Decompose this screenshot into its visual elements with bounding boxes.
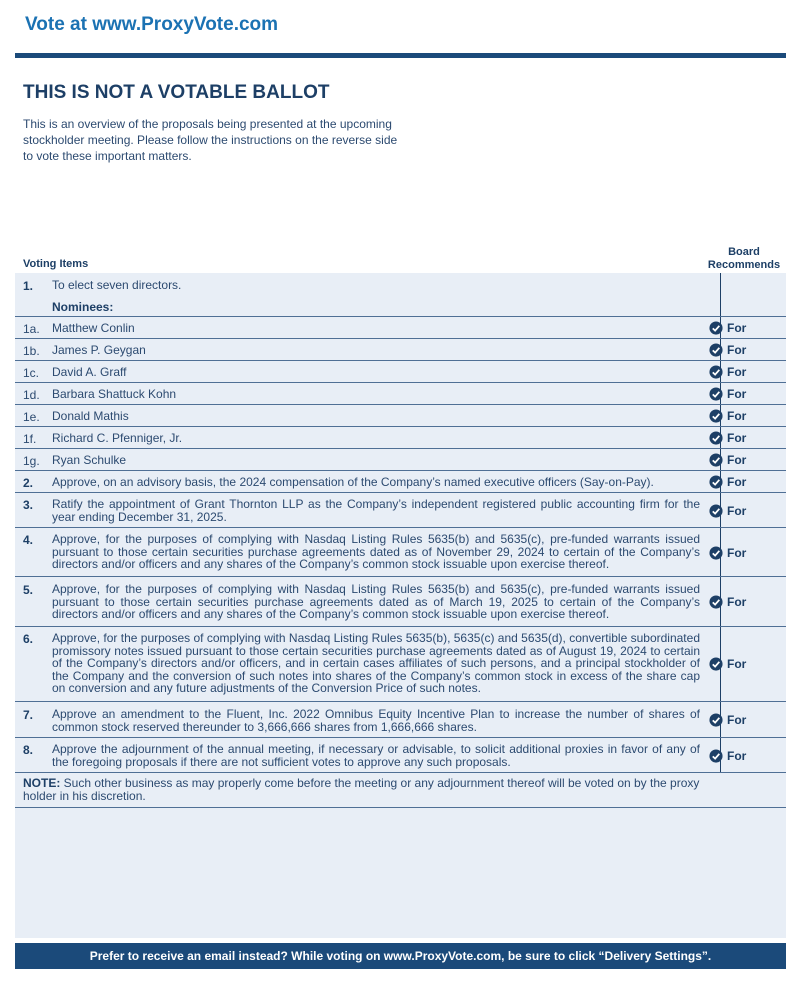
recommendation-for: For — [709, 657, 785, 671]
voting-table — [15, 273, 786, 938]
table-row: 6. Approve, for the purposes of complying with Nasdaq Listing Rules 5635(b), 5635(c) and 5635(d), convertible subordinated promissory notes issued pursuant to those certain securities purchase agreements dated as of August 19, 2024 to certain of the Company’s directors and/or officers, and in certain cases affiliates of such persons, and a principal stockholder of the Company and the conversion of such notes into shares of the Company’s common stock in excess of the share cap on conversion and any future adjustments of the Conversion Price of such notes. For — [15, 627, 786, 702]
recommendation-for: For — [709, 713, 785, 727]
table-row: 1d. Barbara Shattuck Kohn For — [15, 383, 786, 405]
header-title: Vote at www.ProxyVote.com — [25, 14, 279, 35]
recommendation-for: For — [709, 504, 785, 518]
table-row: 2. Approve, on an advisory basis, the 2024 compensation of the Company’s named executive officers (Say-on-Pay). For — [15, 471, 786, 493]
check-circle-icon — [709, 431, 723, 445]
board-recommends-header: Board Recommends — [707, 246, 781, 271]
check-circle-icon — [709, 595, 723, 609]
check-circle-icon — [709, 504, 723, 518]
recommendation-for: For — [709, 453, 785, 467]
check-circle-icon — [709, 321, 723, 335]
check-circle-icon — [709, 475, 723, 489]
table-row: 1c. David A. Graff For — [15, 361, 786, 383]
table-row: 1. To elect seven directors. — [23, 278, 182, 293]
table-row: 1a. Matthew Conlin For — [15, 317, 786, 339]
check-circle-icon — [709, 343, 723, 357]
recommendation-for: For — [709, 431, 785, 445]
check-circle-icon — [709, 657, 723, 671]
table-row: 1f. Richard C. Pfenniger, Jr. For — [15, 427, 786, 449]
ballot-title: THIS IS NOT A VOTABLE BALLOT — [23, 82, 330, 103]
recommendation-for: For — [709, 475, 785, 489]
recommendation-for: For — [709, 546, 785, 560]
table-row — [15, 295, 786, 317]
check-circle-icon — [709, 365, 723, 379]
table-row: 1e. Donald Mathis For — [15, 405, 786, 427]
footer-banner: Prefer to receive an email instead? While voting on www.ProxyVote.com, be sure to click “Delivery Settings”. — [15, 943, 786, 969]
nominees-label: Nominees: — [52, 300, 114, 314]
recommendation-for: For — [709, 321, 785, 335]
table-row: 5. Approve, for the purposes of complying with Nasdaq Listing Rules 5635(b) and 5635(c), pre-funded warrants issued pursuant to those certain securities purchase agreements dated as of March 19, 2025 to certain of the Company’s directors and/or officers and any shares of the Company’s common stock issuable upon exercise thereof. For — [15, 577, 786, 627]
check-circle-icon — [709, 409, 723, 423]
recommendation-for: For — [709, 749, 785, 763]
table-row: 8. Approve the adjournment of the annual meeting, if necessary or advisable, to solicit additional proxies in favor of any of the foregoing proposals if there are not sufficient votes to approve any such proposals. For — [15, 738, 786, 773]
recommendation-for: For — [709, 595, 785, 609]
table-row: 3. Ratify the appointment of Grant Thornton LLP as the Company’s independent registered public accounting firm for the year ending December 31, 2025. For — [15, 493, 786, 528]
recommendation-for: For — [709, 387, 785, 401]
check-circle-icon — [709, 713, 723, 727]
voting-items-header: Voting Items — [23, 258, 89, 270]
table-row: 1g. Ryan Schulke For — [15, 449, 786, 471]
ballot-intro: This is an overview of the proposals being presented at the upcoming stockholder meeting. Please follow the instructions on the reverse side to vote these important matters. — [23, 117, 398, 163]
recommendation-for: For — [709, 409, 785, 423]
note-text: NOTE: Such other business as may properly come before the meeting or any adjournment thereof will be voted on by the proxy holder in his discretion. — [23, 776, 700, 803]
recommendation-for: For — [709, 343, 785, 357]
check-circle-icon — [709, 749, 723, 763]
table-row: 4. Approve, for the purposes of complying with Nasdaq Listing Rules 5635(b) and 5635(c), pre-funded warrants issued pursuant to those certain securities purchase agreements dated as of November 29, 2024 to certain of the Company’s directors and/or officers and any shares of the Company’s common stock issuable upon exercise thereof. For — [15, 528, 786, 577]
check-circle-icon — [709, 453, 723, 467]
table-row: 7. Approve an amendment to the Fluent, Inc. 2022 Omnibus Equity Incentive Plan to increase the number of shares of common stock reserved thereunder to 3,666,666 shares from 1,666,666 shares. For — [15, 702, 786, 738]
check-circle-icon — [709, 387, 723, 401]
table-row: 1b. James P. Geygan For — [15, 339, 786, 361]
header-divider — [15, 53, 786, 58]
recommendation-for: For — [709, 365, 785, 379]
check-circle-icon — [709, 546, 723, 560]
